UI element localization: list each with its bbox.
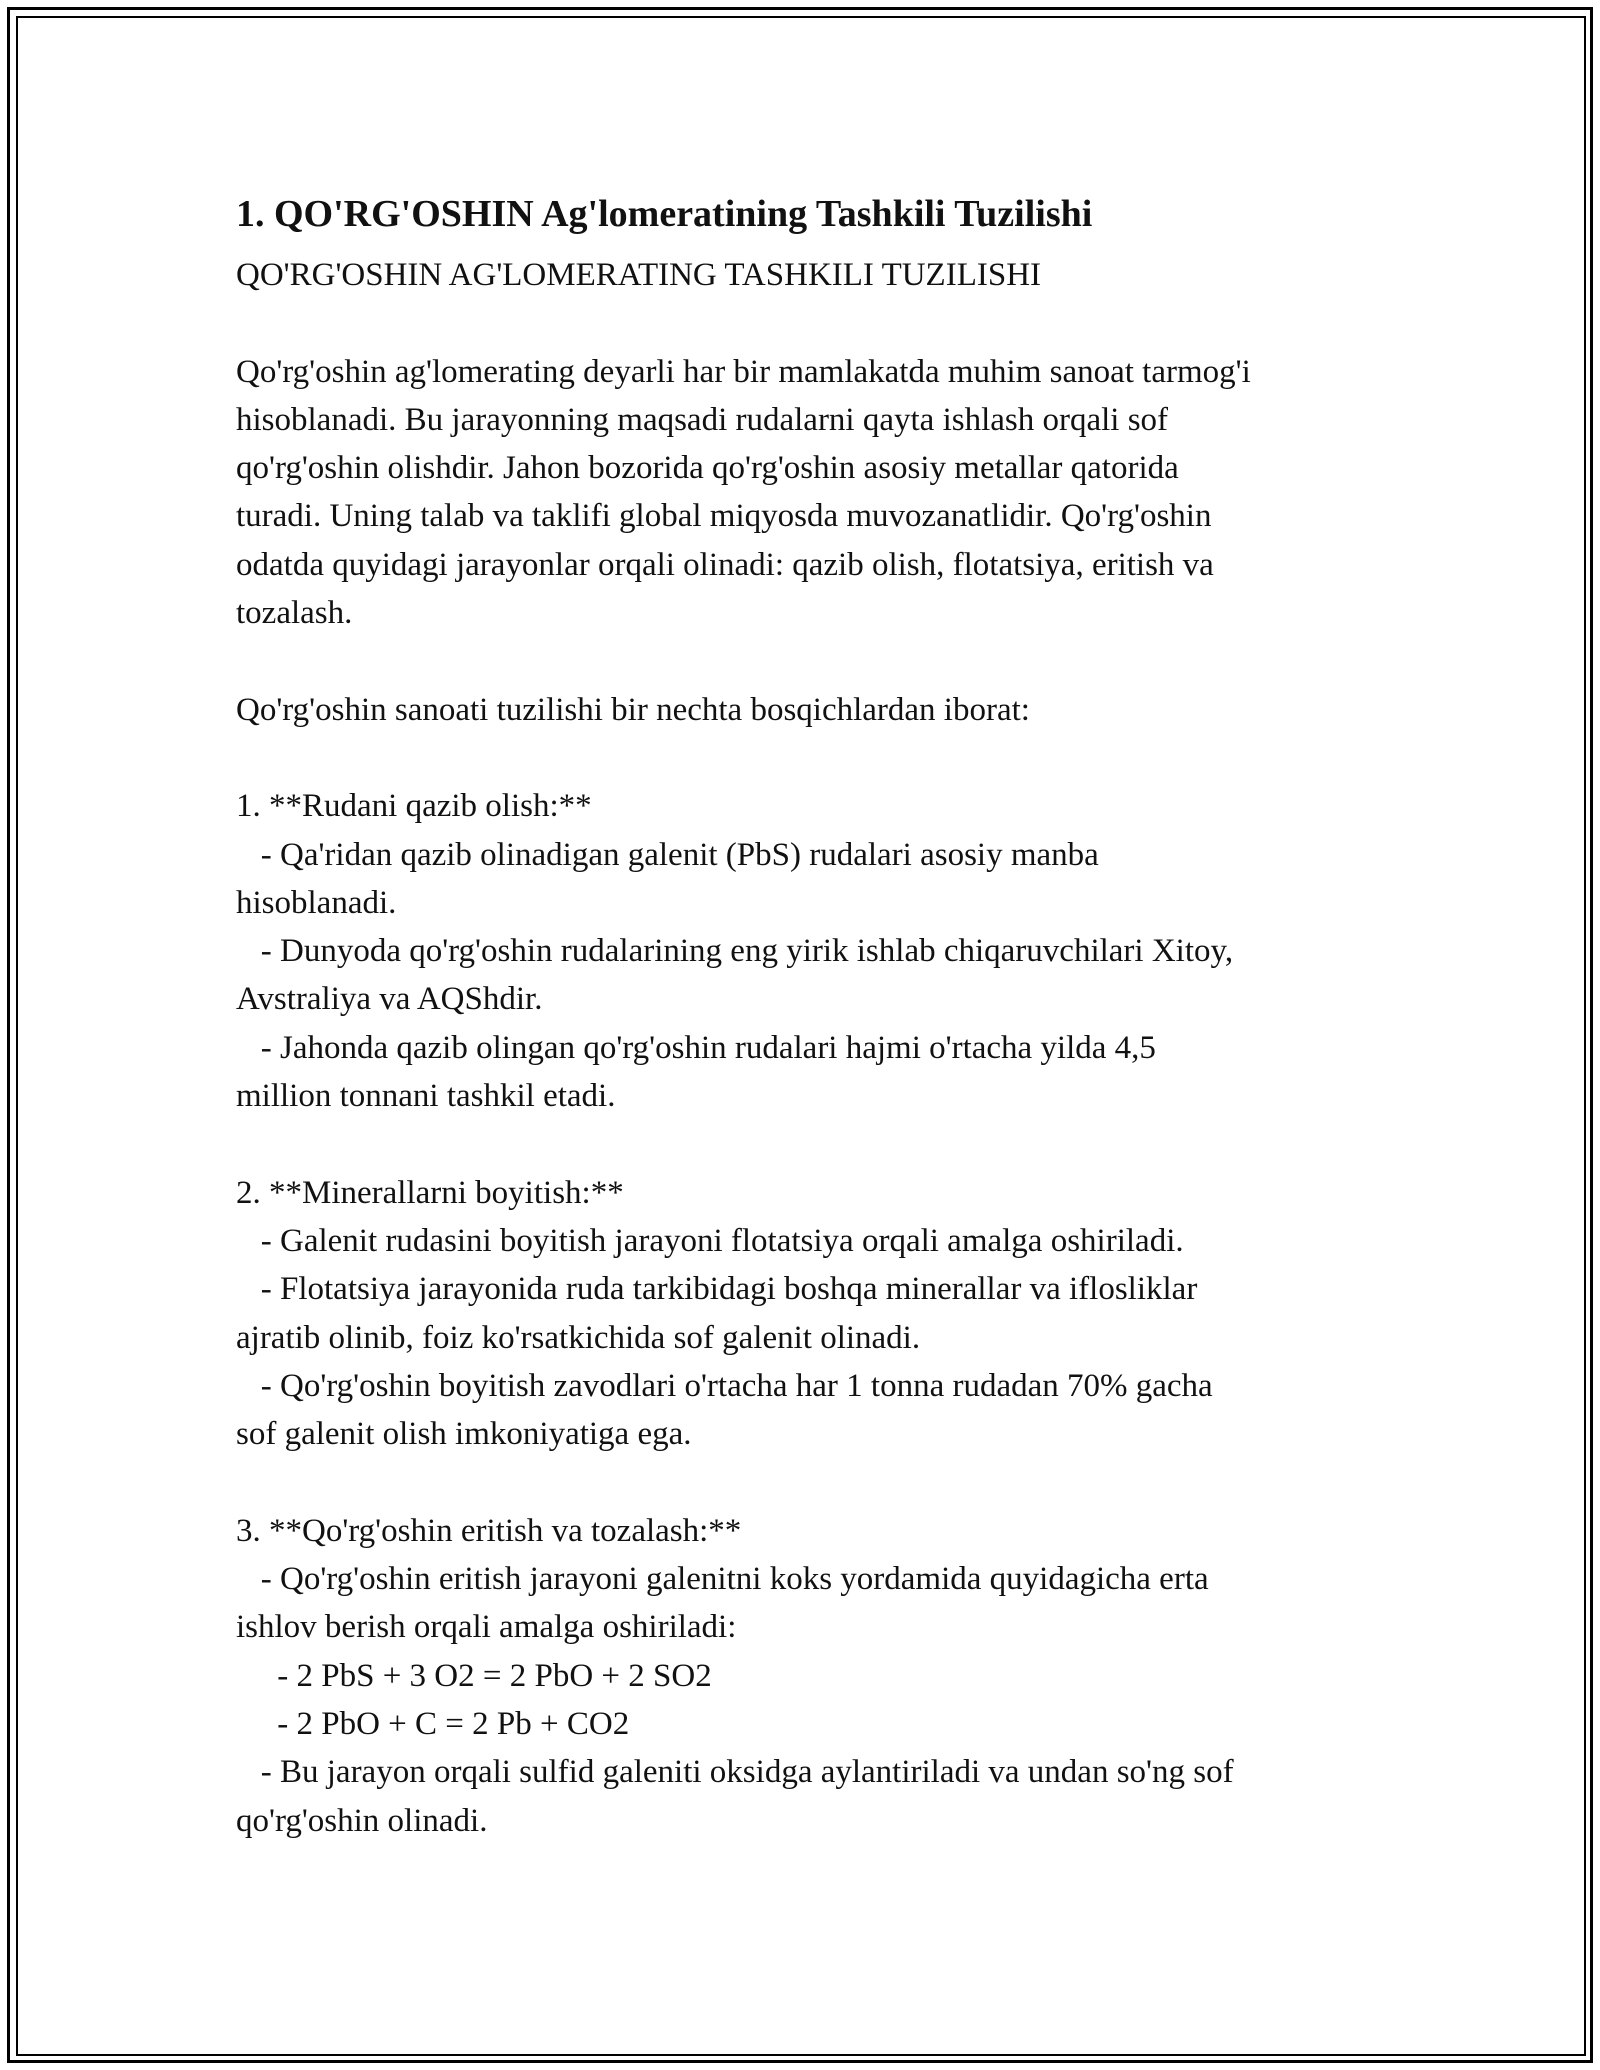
document-heading: 1. QO'RG'OSHIN Ag'lomeratining Tashkili Tuzilishi — [236, 193, 1093, 235]
document-body: QO'RG'OSHIN AG'LOMERATING TASHKILI TUZILISHI Qo'rg'oshin ag'lomerating deyarli har bir mamlakatda muhim sanoat tarmog'i hisoblanadi. Bu jarayonning maqsadi rudalarni qayta ishlash orqali sof qo'rg'oshin olishdir. Jahon bozorida qo'rg'oshin asosiy metallar qatorida turadi. Uning talab va taklifi global miqyosda muvozanatlidir. Qo'rg'oshin odatda quyidagi jarayonlar orqali olinadi: qazib olish, flotatsiya, eritish va tozalash. Qo'rg'oshin sanoati tuzilishi bir nechta bosqichlardan iborat: 1. **Rudani qazib olish:** - Qa'ridan qazib olinadigan galenit (PbS) rudalari asosiy manba hisoblanadi. - Dunyoda qo'rg'oshin rudalarining eng yirik ishlab chiqaruvchilari Xitoy, Avstraliya va AQShdir. - Jahonda qazib olingan qo'rg'oshin rudalari hajmi o'rtacha yilda 4,5 million tonnani tashkil etadi. 2. **Minerallarni boyitish:** - Galenit rudasini boyitish jarayoni flotatsiya orqali amalga oshiriladi. - Flotatsiya jarayonida ruda tarkibidagi boshqa minerallar va iflosliklar ajratib olinib, foiz ko'rsatkichida sof galenit olinadi. - Qo'rg'oshin boyitish zavodlari o'rtacha har 1 tonna rudadan 70% gacha sof galenit olish imkoniyatiga ega. 3. **Qo'rg'oshin eritish va tozalash:** - Qo'rg'oshin eritish jarayoni galenitni koks yordamida quyidagicha erta ishlov berish orqali amalga oshiriladi: - 2 PbS + 3 O2 = 2 PbO + 2 SO2 - 2 PbO + C = 2 Pb + CO2 - Bu jarayon orqali sulfid galeniti oksidga aylantiriladi va undan so'ng sof qo'rg'oshin olinadi. — [236, 257, 1251, 1839]
document-content — [236, 185, 1376, 1845]
